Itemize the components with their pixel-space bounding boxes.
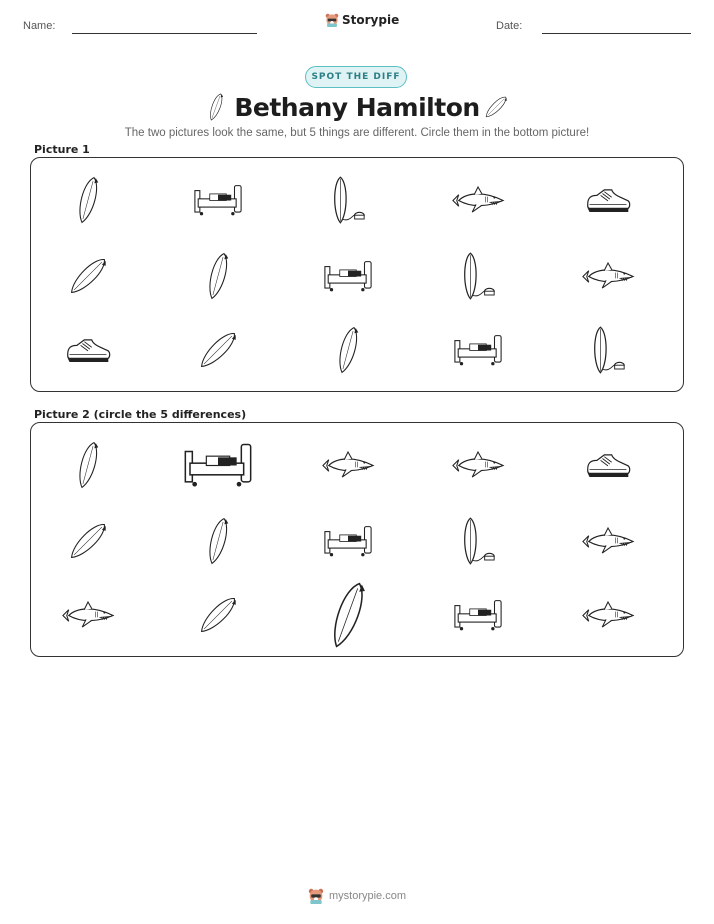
shark-icon <box>321 450 375 481</box>
instructions: The two pictures look the same, but 5 things are different. Circle them in the bottom picture! <box>124 127 590 139</box>
surfboard-tilted-icon <box>66 251 110 301</box>
picture-2-cell-hospital-bed[interactable] <box>313 511 383 571</box>
picture-1-cell-surfboard-leash <box>443 246 513 306</box>
picture-2-cell-shark[interactable] <box>53 585 123 645</box>
surfboard-tilted-icon <box>66 516 110 566</box>
picture-2-cell-shark[interactable] <box>313 435 383 495</box>
picture-1-cell-surfboard-leash <box>573 320 643 380</box>
picture-2-cell-shark[interactable] <box>573 585 643 645</box>
surfboard-leash-icon <box>459 515 497 567</box>
picture-2-cell-surfboard-upright[interactable] <box>183 511 253 571</box>
footer-url[interactable]: mystorypie.com <box>328 890 407 902</box>
name-label: Name: <box>23 20 56 32</box>
hospital-bed-icon <box>323 260 373 293</box>
hospital-bed-large-icon <box>183 442 253 489</box>
picture-2-cell-surfboard-upright-large[interactable] <box>313 585 383 645</box>
surfboard-leash-icon <box>329 174 367 226</box>
surfboard-upright-icon <box>75 175 101 225</box>
surfboard-upright-icon <box>205 516 231 566</box>
picture-1-cell-hospital-bed <box>313 246 383 306</box>
hospital-bed-icon <box>323 525 373 558</box>
shark-icon <box>581 526 635 557</box>
picture-2-cell-hospital-bed[interactable] <box>443 585 513 645</box>
picture-1-cell-surfboard-tilted <box>53 246 123 306</box>
surfboard-title-icon-right <box>483 92 509 122</box>
shark-icon <box>581 261 635 292</box>
surfboard-upright-large-icon <box>332 579 364 651</box>
picture-2-cell-sneaker[interactable] <box>573 435 643 495</box>
picture-2-cell-surfboard-tilted[interactable] <box>183 585 253 645</box>
date-label: Date: <box>496 20 523 32</box>
picture-2-cell-surfboard-tilted[interactable] <box>53 511 123 571</box>
picture-1-cell-surfboard-leash <box>313 170 383 230</box>
hospital-bed-icon <box>193 184 243 217</box>
spot-the-diff-badge: SPOT THE DIFF <box>305 66 407 88</box>
picture-1-cell-surfboard-upright <box>53 170 123 230</box>
hospital-bed-icon <box>453 599 503 632</box>
picture-1-cell-shark <box>573 246 643 306</box>
shark-icon <box>581 600 635 631</box>
bear-logo-icon <box>325 13 339 27</box>
picture-2-cell-surfboard-upright[interactable] <box>53 435 123 495</box>
surfboard-tilted-icon <box>196 325 240 375</box>
surfboard-leash-icon <box>459 250 497 302</box>
sneaker-icon <box>64 334 112 366</box>
picture-1-cell-sneaker <box>53 320 123 380</box>
picture-2-label: Picture 2 (circle the 5 differences) <box>34 408 247 421</box>
name-line[interactable] <box>72 33 257 34</box>
picture-1-cell-surfboard-upright <box>183 246 253 306</box>
picture-1-cell-sneaker <box>573 170 643 230</box>
picture-1-panel <box>30 157 684 392</box>
footer <box>0 888 714 904</box>
surfboard-tilted-icon <box>196 590 240 640</box>
sneaker-icon <box>584 184 632 216</box>
sneaker-icon <box>584 449 632 481</box>
brand-logo <box>325 13 399 27</box>
surfboard-upright-icon <box>335 325 361 375</box>
shark-icon <box>451 185 505 216</box>
picture-1-label: Picture 1 <box>34 143 90 156</box>
shark-icon <box>61 600 115 631</box>
picture-2-panel[interactable] <box>30 422 684 657</box>
hospital-bed-icon <box>453 334 503 367</box>
picture-2-cell-shark[interactable] <box>443 435 513 495</box>
picture-2-cell-hospital-bed-large[interactable] <box>183 435 253 495</box>
shark-icon <box>451 450 505 481</box>
picture-1-cell-surfboard-upright <box>313 320 383 380</box>
page-title: Bethany Hamilton <box>234 93 480 122</box>
picture-1-cell-hospital-bed <box>443 320 513 380</box>
picture-2-cell-surfboard-leash[interactable] <box>443 511 513 571</box>
bear-logo-icon <box>308 888 324 904</box>
picture-2-cell-shark[interactable] <box>573 511 643 571</box>
surfboard-upright-icon <box>205 251 231 301</box>
picture-1-cell-hospital-bed <box>183 170 253 230</box>
picture-1-cell-surfboard-tilted <box>183 320 253 380</box>
surfboard-leash-icon <box>589 324 627 376</box>
date-line[interactable] <box>542 33 691 34</box>
surfboard-upright-icon <box>75 440 101 490</box>
picture-1-cell-shark <box>443 170 513 230</box>
brand-name: Storypie <box>342 13 400 27</box>
